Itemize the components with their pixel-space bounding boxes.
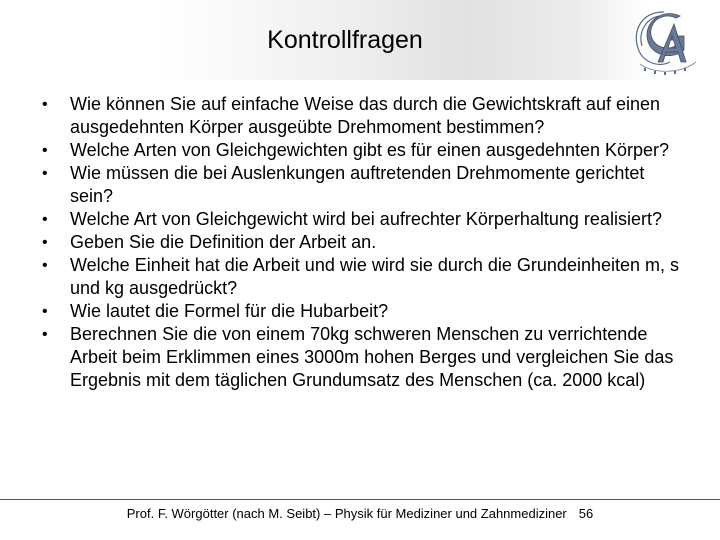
bullet-text: Welche Einheit hat die Arbeit und wie wird sie durch die Grundeinheiten m, s und kg ausgedrückt? xyxy=(70,255,680,298)
page-number: 56 xyxy=(578,506,594,521)
bullet-dot-icon: • xyxy=(42,257,48,274)
bullet-dot-icon: • xyxy=(42,96,48,113)
bullet-text: Wie lautet die Formel für die Hubarbeit? xyxy=(70,301,389,321)
bullet-text: Wie müssen die bei Auslenkungen auftretenden Drehmomente gerichtet sein? xyxy=(70,163,645,206)
bullet-dot-icon: • xyxy=(42,303,48,320)
bullet-list xyxy=(0,93,720,392)
bullet-item xyxy=(0,139,720,162)
bullet-text: Geben Sie die Definition der Arbeit an. xyxy=(70,232,377,252)
bullet-text: Berechnen Sie die von einem 70kg schweren Menschen zu verrichtende Arbeit beim Erklimmen eines 3000m hohen Berges und vergleichen Sie das Ergebnis mit dem täglichen Grundumsatz des Menschen (ca. 2000 kcal) xyxy=(70,324,674,390)
bullet-item xyxy=(0,300,720,323)
bullet-dot-icon: • xyxy=(42,234,48,251)
bullet-text: Welche Art von Gleichgewicht wird bei aufrechter Körperhaltung realisiert? xyxy=(70,209,662,229)
bullet-text: Welche Arten von Gleichgewichten gibt es für einen ausgedehnten Körper? xyxy=(70,140,670,160)
bullet-item xyxy=(0,231,720,254)
bullet-item xyxy=(0,323,720,392)
slide-title: Kontrollfragen xyxy=(267,26,423,54)
university-seal-logo xyxy=(624,4,712,80)
bullet-item xyxy=(0,254,720,300)
footer-divider xyxy=(0,499,720,500)
slide-footer xyxy=(0,505,720,523)
bullet-item xyxy=(0,162,720,208)
bullet-dot-icon: • xyxy=(42,165,48,182)
bullet-text: Wie können Sie auf einfache Weise das durch die Gewichtskraft auf einen ausgedehnten Körper ausgeübte Drehmoment bestimmen? xyxy=(70,94,661,137)
bullet-dot-icon: • xyxy=(42,142,48,159)
bullet-item xyxy=(0,93,720,139)
bullet-dot-icon: • xyxy=(42,326,48,343)
bullet-dot-icon: • xyxy=(42,211,48,228)
footer-text: Prof. F. Wörgötter (nach M. Seibt) – Physik für Mediziner und Zahnmediziner xyxy=(126,506,567,521)
bullet-item xyxy=(0,208,720,231)
